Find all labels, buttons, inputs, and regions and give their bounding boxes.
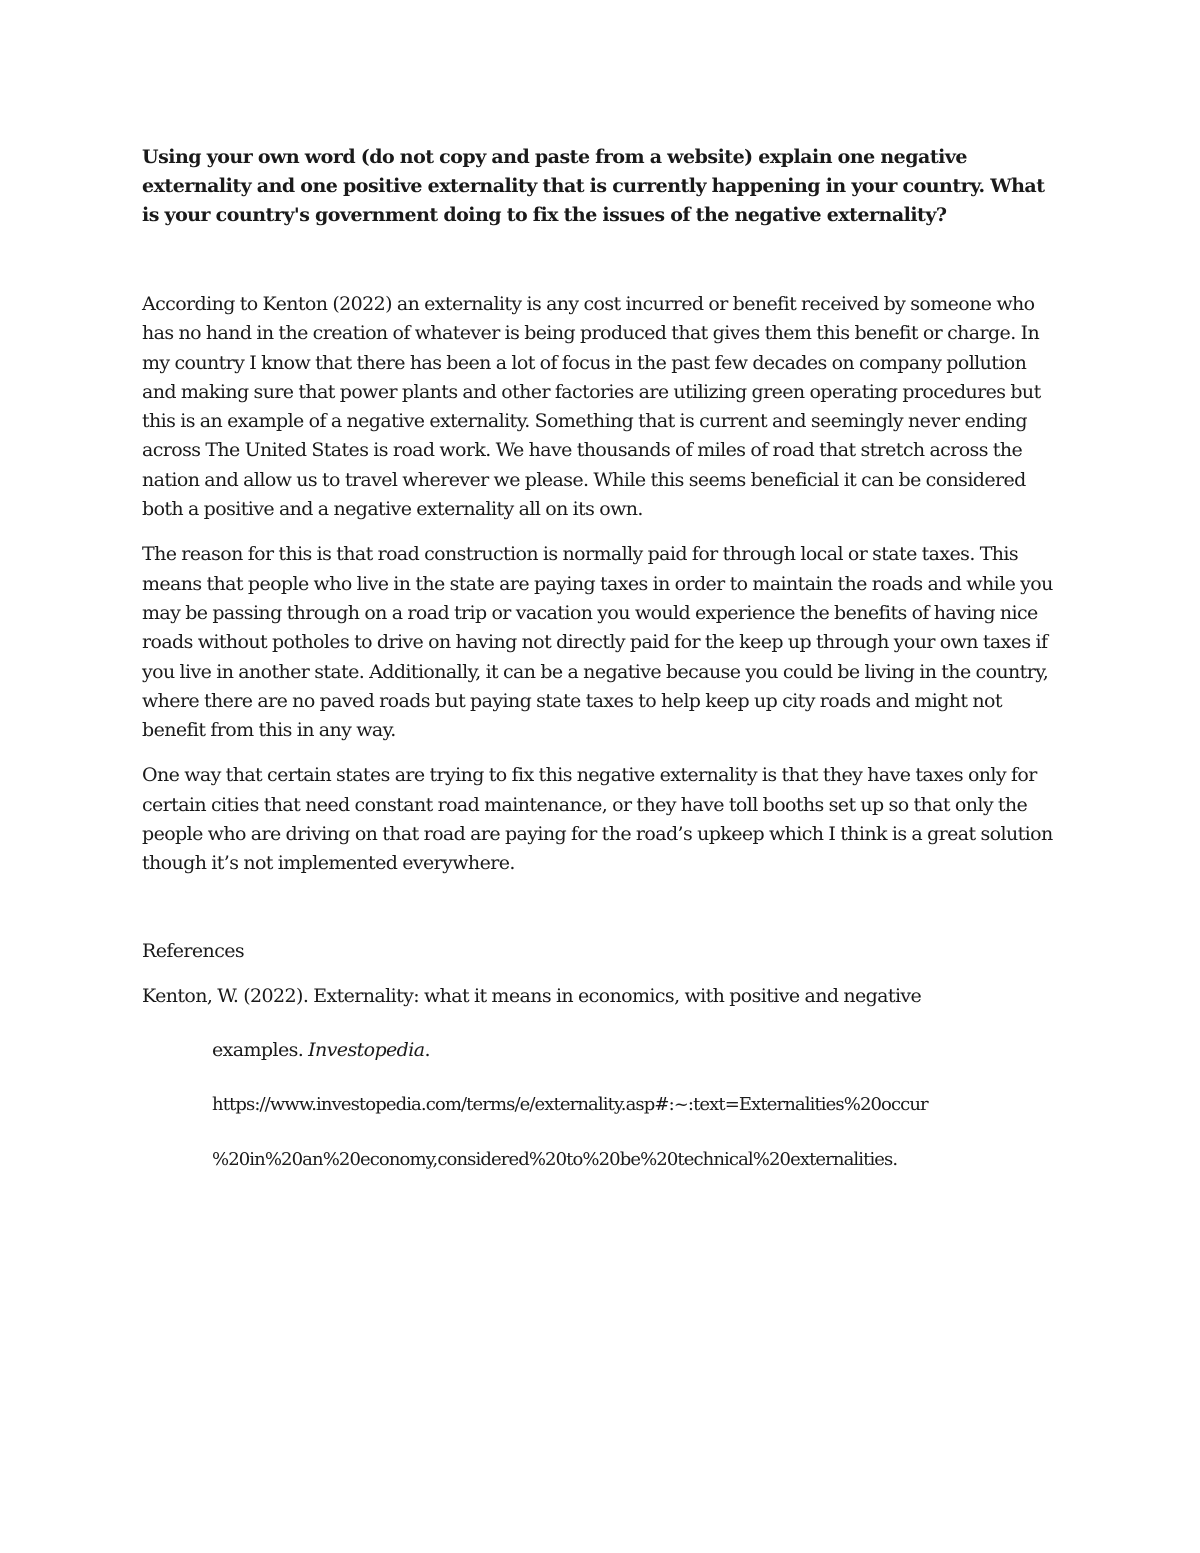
reference-entry-line-1: Kenton, W. (2022). Externality: what it means in economics, with positive and negative [142, 985, 922, 1007]
reference-url-line-1[interactable]: https://www.investopedia.com/terms/e/externality.asp#:~:text=Externalities%20occur [212, 1094, 928, 1115]
reference-source-title: Investopedia [308, 1039, 425, 1061]
reference-entry-line-2-prefix: examples. [212, 1039, 309, 1061]
essay-paragraph-3: One way that certain states are trying to fix this negative externality is that they have taxes only for certain cities that need constant road maintenance, or they have toll booths set up so that only the people who are driving on that road are paying for the road’s upkeep which I think is a great solution though it’s not implemented everywhere. [142, 764, 1053, 875]
reference-entry-line-2 [212, 1036, 430, 1065]
assignment-question: Using your own word (do not copy and paste from a website) explain one negative externality and one positive externality that is currently happening in your country. What is your country's government doing to fix the issues of the negative externality? [142, 146, 1045, 226]
essay-paragraph-1: According to Kenton (2022) an externality is any cost incurred or benefit received by someone who has no hand in the creation of whatever is being produced that gives them this benefit or charge. In my country I know that there has been a lot of focus in the past few decades on company pollution and making sure that power plants and other factories are utilizing green operating procedures but this is an example of a negative externality. Something that is current and seemingly never ending across The United States is road work. We have thousands of miles of road that stretch across the nation and allow us to travel wherever we please. While this seems beneficial it can be considered both a positive and a negative externality all on its own. [142, 293, 1041, 521]
reference-entry-line-2-suffix: . [424, 1039, 430, 1061]
essay-paragraph-2: The reason for this is that road construction is normally paid for through local or state taxes. This means that people who live in the state are paying taxes in order to maintain the roads and while you may be passing through on a road trip or vacation you would experience the benefits of having nice roads without potholes to drive on having not directly paid for the keep up through your own taxes if you live in another state. Additionally, it can be a negative because you could be living in the country, where there are no paved roads but paying state taxes to help keep up city roads and might not benefit from this in any way. [142, 543, 1053, 742]
references-heading: References [142, 940, 245, 962]
reference-url-line-2[interactable]: %20in%20an%20economy,considered%20to%20be%20technical%20externalities. [212, 1149, 898, 1170]
essay-body [142, 290, 1057, 895]
references-section [142, 936, 1057, 1170]
